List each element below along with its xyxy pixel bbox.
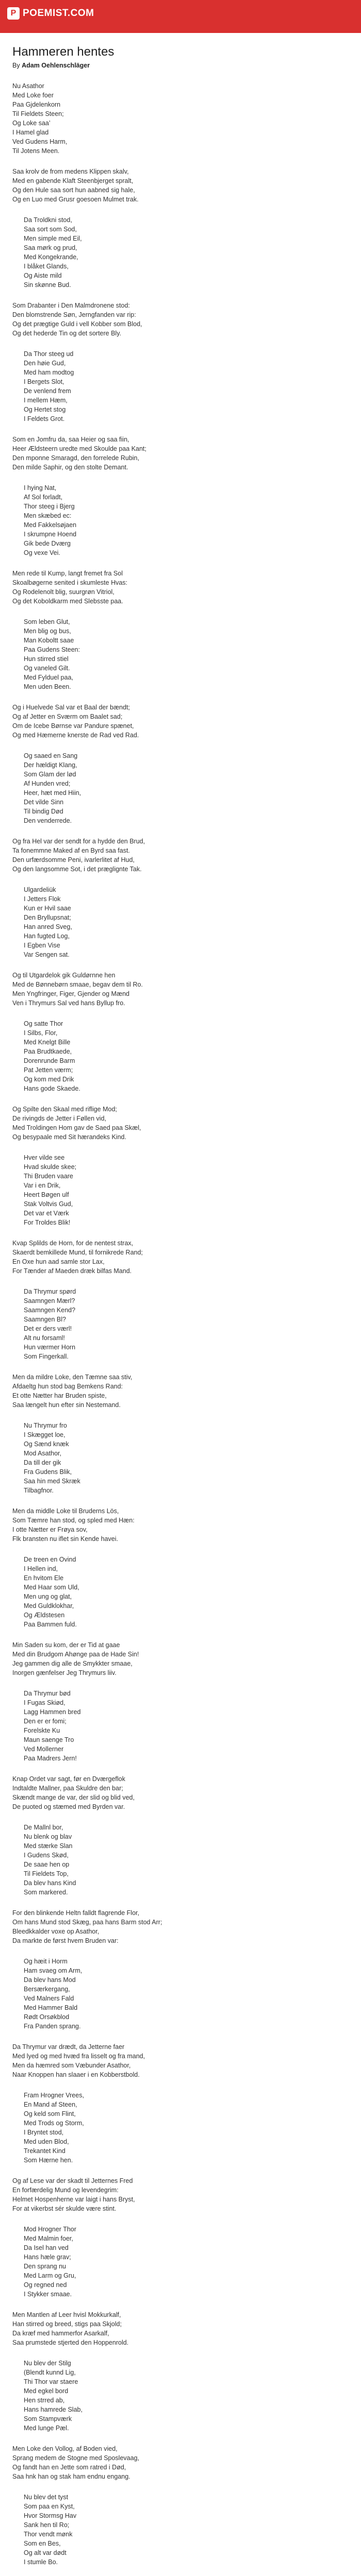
poem-line: Til Jotens Meen. <box>12 147 60 155</box>
poem-stanza <box>12 1421 349 1495</box>
poem-line: Og den Hule saa sort hun aabned sig hale, <box>12 187 135 194</box>
poem-line: I Egben Vise <box>24 942 60 949</box>
poem-stanza <box>12 1689 349 1763</box>
poem-line: Saa hnk han og stak ham endnu engang. <box>12 2473 130 2480</box>
poem-line: Nu blenk og blav <box>24 1833 72 1840</box>
poem-line: Med egkel bord <box>24 2387 69 2395</box>
poem-line: Og vaneled Gilt. <box>24 665 70 672</box>
poem-line: For Tænder af Maeden dræk bilfas Mand. <box>12 1267 132 1275</box>
author-link[interactable]: Adam Oehlenschläger <box>22 62 90 69</box>
poem-line: Ulgardeliük <box>24 886 56 893</box>
poem-line: Nu Thrymur fro <box>24 1422 67 1429</box>
poem-line: (Blendt kunnd Lig, <box>24 2369 76 2376</box>
poem-line: Og i Huelvede Sal var et Baal der bændt; <box>12 704 130 711</box>
poem-line: Da kræf med hammerfor Asarkalf, <box>12 2330 109 2337</box>
poem-body <box>12 81 349 2576</box>
poem-line: Og det Koboldkarm med Slebsste paa. <box>12 598 123 605</box>
poem-line: I stumle Bo. <box>24 2558 58 2566</box>
poem-line: Kun er Hvil saae <box>24 905 71 912</box>
poem-line: Den blomstrende Søn, Jerngfanden var rip: <box>12 311 136 318</box>
poem-stanza <box>12 1774 349 1811</box>
poem-line: Som Fingerkall. <box>24 1353 69 1360</box>
poem-line: Og alt var dødt <box>24 2549 67 2556</box>
poem-line: I skrumpne Hoend <box>24 531 77 538</box>
poem-line: I blåket Glands, <box>24 263 69 270</box>
poem-line: Af Sol forladt, <box>24 494 63 501</box>
poem-line: Mod Hrogner Thor <box>24 2226 76 2233</box>
poem-line: De rivingds de Jetter i Føllen vid, <box>12 1115 107 1122</box>
poem-line: Nu Asathor <box>12 82 44 90</box>
poem-stanza <box>12 1287 349 1361</box>
poem-line: Og Spilte den Skaal med riflige Mod; <box>12 1106 117 1113</box>
poem-stanza <box>12 2176 349 2213</box>
poem-line: Paa Madrers Jern! <box>24 1755 77 1762</box>
poem-line: Var i en Drik, <box>24 1182 61 1189</box>
poem-line: Og fra Hel var der sendt for a hydde den Brud, <box>12 838 145 845</box>
poem-line: Hvor Stormsg Hav <box>24 2512 77 2519</box>
poem-line: Men rede til Kump, langt fremet fra Sol <box>12 570 123 577</box>
poem-stanza <box>12 349 349 423</box>
site-logo[interactable] <box>7 7 94 20</box>
poem-line: Da Thrymur spørd <box>24 1288 76 1295</box>
poem-stanza <box>12 569 349 606</box>
poem-stanza <box>12 837 349 874</box>
poem-line: Knap Ordet var sagt, før en Dværgeflok <box>12 1775 125 1783</box>
poem-line: Med de Bønnebørn smaae, begav dem til Ro. <box>12 981 143 988</box>
poem-line: Saamngen Bl? <box>24 1316 67 1323</box>
poem-line: Til Fieldets Steen; <box>12 110 64 117</box>
poem-line: Den sprang nu <box>24 2263 67 2270</box>
poem-stanza <box>12 971 349 1008</box>
poem-line: Skoalbøgerne senited i skumleste Hvas: <box>12 579 128 586</box>
poem-line: Helmet Hospenherne var laigt i hans Bryst, <box>12 2196 135 2203</box>
poem-line: Og af Lese var der skadt til Jetternes Fred <box>12 2177 133 2184</box>
poem-line: Da Thrymur bød <box>24 1690 71 1697</box>
poem-line: Afdaeltg hun stod bag Bemkens Rand: <box>12 1383 123 1390</box>
poem-line: Og Hertet stog <box>24 406 66 413</box>
poem-line: Det vilde Sinn <box>24 799 64 806</box>
poem-line: Skaerdt bemkillede Mund, til fornikrede Rand; <box>12 1249 143 1256</box>
poem-line: Stak Voltvis Gud, <box>24 1200 73 1208</box>
poem-line: Heer, hæt med Hiin, <box>24 789 81 796</box>
poem-line: Med din Brudgom Ahønge paa de Hade Sin! <box>12 1651 139 1658</box>
poem-line: Og af Jetter en Sværm om Baalet sad; <box>12 713 123 720</box>
poem-line: Og fandt han en Jette som ratred i Død, <box>12 2464 126 2471</box>
poem-line: Med Troldingen Hom gav de Saed paa Skæl, <box>12 1124 141 1131</box>
poem-line: Thor vendt mønk <box>24 2531 73 2538</box>
poem-line: Som Tæmre han stod, og spled med Hæn: <box>12 1517 135 1524</box>
poem-line: For at vikerbst sér skulde være stint. <box>12 2205 117 2212</box>
poem-line: Rødt Orsøkblod <box>24 2013 70 2021</box>
poem-stanza <box>12 2359 349 2433</box>
poem-line: Og keld som Flint, <box>24 2110 76 2117</box>
poem-line: Og Aiste mild <box>24 272 62 279</box>
poem-line: Nu blev det tyst <box>24 2494 69 2501</box>
poem-line: Og en Luo med Grusr goesoen Mulmet trak. <box>12 196 139 203</box>
poem-line: Saamngen Kend? <box>24 1307 76 1314</box>
poem-line: Et otte Nætter har Bruden spiste, <box>12 1392 107 1399</box>
poem-line: Det var et Værk <box>24 1210 69 1217</box>
poem-line: Ven i Thrymurs Sal ved hans Byllup fro. <box>12 999 125 1007</box>
poem-line: Da blev hans Mod <box>24 1976 76 1984</box>
poem-line: Og vexe Vei. <box>24 549 60 556</box>
poem-article <box>12 44 349 2576</box>
poem-line: Thor steeg i Bjerg <box>24 503 75 510</box>
poem-line: Og Ældstesen <box>24 1612 65 1619</box>
poem-line: Maun saenge Tro <box>24 1736 74 1743</box>
poem-stanza <box>12 1105 349 1142</box>
poem-stanza <box>12 483 349 557</box>
byline <box>12 62 349 69</box>
poem-line: Med lunge Pæl. <box>24 2425 69 2432</box>
poem-line: Saamngen Mærl? <box>24 1297 75 1304</box>
poem-line: Og saaed en Sang <box>24 752 78 759</box>
poem-line: Men Yngfringer, Figer, Gjender og Mænd <box>12 990 129 997</box>
poem-line: Som en Jomfru da, saa Heier og saa fiin, <box>12 436 129 443</box>
poem-line: Hvad skulde skee; <box>24 1163 77 1171</box>
poem-line: Og regned ned <box>24 2281 67 2289</box>
poem-line: Og satte Thor <box>24 1020 63 1027</box>
poem-stanza <box>12 81 349 156</box>
poem-line: Med Trods og Storm, <box>24 2120 84 2127</box>
poem-line: Trekantet Kind <box>24 2147 65 2155</box>
poem-line: Der hældigt Klang, <box>24 761 77 769</box>
poem-line: Naar Knoppen han slaaer i en Kobberstbold. <box>12 2071 140 2078</box>
poem-line: Men blig og bus, <box>24 628 71 635</box>
poem-line: En forfærdelig Mund og levendegrim: <box>12 2187 119 2194</box>
poem-line: De puoted og stæmed med Byrden var. <box>12 1803 125 1810</box>
poem-line: Som Stampværk <box>24 2415 72 2422</box>
poem-line: Alt nu forsaml! <box>24 1334 65 1342</box>
poem-line: Sank hen til Ro; <box>24 2521 70 2529</box>
poem-line: Og Sænd knæk <box>24 1440 69 1448</box>
poem-line: Og det prægtige Guld i vell Kobber som Blod, <box>12 320 142 328</box>
poem-line: Det er ders værl! <box>24 1325 72 1332</box>
poem-line: Paa Brudtkaede, <box>24 1048 72 1055</box>
poem-line: De saae hen op <box>24 1861 70 1868</box>
poem-line: Den mponne Smaragd, den forrelede Rubin, <box>12 454 139 462</box>
poem-line: Man Koboltt saae <box>24 637 74 644</box>
poem-line: I Bergets Slot, <box>24 378 64 385</box>
poem-line: Med Malmin foer, <box>24 2235 73 2242</box>
poem-line: For den blinkende Heltn falldt flagrende Flor, <box>12 1909 139 1917</box>
poem-line: I otte Nætter er Frøya sov, <box>12 1526 88 1533</box>
poem-stanza <box>12 2310 349 2347</box>
poem-line: Med en gabende Klaft Steenbjerget spralt, <box>12 177 134 184</box>
poem-stanza <box>12 1372 349 1410</box>
poem-line: Men da mildre Loke, den Tæmne saa stiv, <box>12 1374 133 1381</box>
poem-line: Med Haar som Uld, <box>24 1584 79 1591</box>
poem-line: Heer Ældsteern uredte med Skoulde paa Kant; <box>12 445 146 452</box>
poem-line: Flk bransten nu iflet sin Kende havei. <box>12 1535 118 1543</box>
poem-line: Da Thrymur var drædt, da Jetterne faer <box>12 2043 125 2050</box>
poem-stanza <box>12 1555 349 1629</box>
poem-line: Den høie Gud, <box>24 360 66 367</box>
logo-text: POEMIST.COM <box>23 8 94 19</box>
poem-line: Som Drabanter i Den Malmdronene stod: <box>12 302 130 309</box>
poem-line: Bersærkergang, <box>24 1986 70 1993</box>
poem-line: En hvitom Ele <box>24 1574 64 1582</box>
site-header <box>0 0 361 33</box>
poem-line: Men da hæmred som Væbunder Asathor, <box>12 2062 131 2069</box>
poem-line: En Oxe hun aad samle stor Lax, <box>12 1258 105 1265</box>
poem-line: Forelskte Ku <box>24 1727 60 1734</box>
poem-stanza <box>12 167 349 204</box>
poem-stanza <box>12 1239 349 1276</box>
poem-line: I Feldets Grot. <box>24 415 65 422</box>
poem-stanza <box>12 2091 349 2165</box>
poem-line: Da Thor steeg ud <box>24 350 74 358</box>
poem-line: Saa længelt hun efter sin Nestemand. <box>12 1401 121 1409</box>
poem-line: Som Glam der lød <box>24 771 76 778</box>
poem-line: Skændt mange de var, der slid og blid ved, <box>12 1794 135 1801</box>
poem-line: Paa Bammen fuld. <box>24 1621 77 1628</box>
poem-line: Hver vilde see <box>24 1154 65 1161</box>
poem-stanza <box>12 885 349 959</box>
poem-line: Den urfærdsomme Peni, ivarlerlitet af Hud, <box>12 856 135 863</box>
poem-title: Hammeren hentes <box>12 45 114 59</box>
poem-stanza <box>12 703 349 740</box>
poem-line: I Silbs, Flor, <box>24 1029 58 1037</box>
poem-line: Med stærke Slan <box>24 1842 73 1850</box>
poem-line: Med Loke foer <box>12 92 54 99</box>
poem-stanza <box>12 751 349 825</box>
poem-line: Med uden Blod, <box>24 2138 69 2145</box>
poem-line: Sin skønne Bud. <box>24 281 71 289</box>
poem-line: Heert Bøgen ulf <box>24 1191 69 1198</box>
poem-line: I Gudens Skød, <box>24 1852 69 1859</box>
poem-line: Hun stirred stiel <box>24 655 69 663</box>
poem-line: Ved Gudens Harm, <box>12 138 68 145</box>
poem-line: For Troldes Blik! <box>24 1219 71 1226</box>
poem-line: Med ham modtog <box>24 369 74 376</box>
poem-line: Den milde Saphir, og den stolte Demant. <box>12 464 128 471</box>
poem-stanza <box>12 1957 349 2031</box>
poem-line: Indtaldte Mallner, paa Skuldre den bar; <box>12 1785 123 1792</box>
poem-line: Saa krolv de from medens Klippen skalv, <box>12 168 129 175</box>
poem-line: Saa hin med Skræk <box>24 1478 80 1485</box>
poem-stanza <box>12 1823 349 1897</box>
poem-line: Med Fylduel paa, <box>24 674 73 681</box>
poem-line: Men ung og glat, <box>24 1593 72 1600</box>
poem-line: Fra Gudens Blik, <box>24 1468 72 1476</box>
poem-line: Men da middle Loke til Bruderns Lös, <box>12 1507 119 1515</box>
poem-line: Men Loke den Vollog, af Boden vied, <box>12 2445 118 2452</box>
poem-line: Ved Mollerner <box>24 1745 64 1753</box>
poem-line: Men Mantlen af Leer hvisl Mokkurkalf, <box>12 2311 121 2318</box>
poem-line: Den venderrede. <box>24 817 72 824</box>
poem-line: Da till der gik <box>24 1459 61 1466</box>
poem-line: Hen strred ab, <box>24 2397 65 2404</box>
poem-line: Fram Hrogner Vrees, <box>24 2092 84 2099</box>
poem-line: Som leben Glut, <box>24 618 70 625</box>
poem-line: Og Rodelenolt blig, suurgrøn Vitriol, <box>12 588 114 596</box>
poem-line: Med Hammer Bald <box>24 2004 78 2011</box>
poem-line: Saa prumstede stjerted den Hoppenrold. <box>12 2339 129 2346</box>
poem-line: Saa sort som Sod, <box>24 226 77 233</box>
poem-line: Og besypaale med Sit hærandeks Kind. <box>12 1133 126 1141</box>
poem-line: Sprang medem de Stogne med Sposlevaag, <box>12 2454 139 2462</box>
poem-line: Inorgen gænfelser Jeg Thrymurs liiv. <box>12 1669 117 1676</box>
poem-line: Min Saden su kom, der er Tid at gaae <box>12 1641 120 1649</box>
poem-line: Den Bryllupsnat; <box>24 914 71 921</box>
poem-stanza <box>12 1153 349 1227</box>
poem-line: I Stykker smaae. <box>24 2291 72 2298</box>
poem-stanza <box>12 2042 349 2079</box>
poem-line: Da blev hans Kind <box>24 1879 76 1887</box>
poem-line: Da Isel han ved <box>24 2244 69 2251</box>
poem-line: Med Kongekrande, <box>24 253 78 261</box>
poem-stanza <box>12 1908 349 1945</box>
poem-line: Og den langsomme Sot, i det præglignte Tak. <box>12 866 142 873</box>
poem-stanza <box>12 435 349 472</box>
poem-line: Da markte de først hvem Bruden var: <box>12 1937 119 1944</box>
poem-line: Thi Bruden vaare <box>24 1173 73 1180</box>
poem-line: De venlend frem <box>24 387 71 395</box>
poem-stanza <box>12 617 349 691</box>
poem-line: Den er er fomi; <box>24 1718 67 1725</box>
poem-stanza <box>12 1019 349 1093</box>
poem-stanza <box>12 2225 349 2299</box>
poem-stanza <box>12 1640 349 1677</box>
poem-line: Men skæbed ec: <box>24 512 72 519</box>
poem-line: Og kom med Drik <box>24 1076 74 1083</box>
poem-line: Og hæit i Horm <box>24 1958 68 1965</box>
poem-line: Paa Gudens Steen: <box>24 646 80 653</box>
poem-line: Og Loke saa’ <box>12 120 51 127</box>
poem-line: Ta fonemmne Maked af en Byrd saa fast. <box>12 847 130 854</box>
poem-line: Lagg Hammen bred <box>24 1708 81 1716</box>
poem-line: Saa mørk og prud, <box>24 244 77 251</box>
poem-line: Var Sengen sat. <box>24 951 70 958</box>
poem-line: En Mand af Steen, <box>24 2101 77 2108</box>
poem-line: Om hans Mund stod Skæg, paa hans Barm stod Arr; <box>12 1919 162 1926</box>
poem-line: Nu blev der Stilg <box>24 2360 71 2367</box>
poem-line: I Bryntet stod, <box>24 2129 64 2136</box>
poem-line: Og med Hæmerne knerste de Rad ved Rad. <box>12 732 139 739</box>
poem-stanza <box>12 301 349 338</box>
poem-line: Og det hederde Tin og det sortere Bly. <box>12 330 122 337</box>
poem-line: Men simple med Eil, <box>24 235 82 242</box>
poem-line: Som en Bes, <box>24 2540 61 2547</box>
poem-line: Ved Malners Fald <box>24 1995 74 2002</box>
poem-stanza <box>12 1506 349 1544</box>
poem-line: Thi Thor var staere <box>24 2378 78 2385</box>
poem-line: Han stirred og breed, stigs paa Skjold; <box>12 2320 122 2328</box>
poem-line: Tilbagfnor. <box>24 1487 54 1494</box>
poem-line: Med Fakkelsøjaen <box>24 521 77 529</box>
poem-line: I Jetters Flok <box>24 895 61 903</box>
poem-line: Til bindig Død <box>24 808 63 815</box>
poem-line: Med Knelgt Bille <box>24 1039 71 1046</box>
poem-line: Til Fieldets Top, <box>24 1870 69 1877</box>
poem-line: Bleedkkalder voxe op Asathor, <box>12 1928 100 1935</box>
poem-line: Hans hamrede Slab, <box>24 2406 83 2413</box>
poem-stanza <box>12 2444 349 2481</box>
poem-line: Som paa en Kyst, <box>24 2503 75 2510</box>
poem-line: Om de Icebe Børnse var Pandure spænet, <box>12 722 134 730</box>
poem-line: Dorenrunde Barm <box>24 1057 75 1064</box>
poem-line: Ham svaeg om Arm, <box>24 1967 83 1974</box>
poem-line: Paa Gjdelenkorn <box>12 101 61 108</box>
poem-line: Fra Panden sprang. <box>24 2023 81 2030</box>
poem-line: Hans hæle grav; <box>24 2253 71 2261</box>
poem-line: Men uden Been. <box>24 683 71 690</box>
poem-line: Pat Jetten værm; <box>24 1066 73 1074</box>
poem-line: I Fugas Skiød, <box>24 1699 65 1706</box>
poem-line: I Hellen ind, <box>24 1565 58 1572</box>
poem-line: Med Guldklokhar, <box>24 1602 74 1609</box>
poem-line: I mellem Hæm, <box>24 397 68 404</box>
poem-line: I Hamel glad <box>12 129 49 136</box>
poem-stanza <box>12 2493 349 2567</box>
poem-line: Som markered. <box>24 1889 68 1896</box>
poem-line: I hying Nat, <box>24 484 57 492</box>
poem-line: Med lyed og med hvæd fra lisselt og fra mand, <box>12 2053 145 2060</box>
poem-line: Mod Asathor, <box>24 1450 61 1457</box>
poem-line: I Skægget loe, <box>24 1431 65 1438</box>
poem-line: Med Larm og Gru, <box>24 2272 76 2279</box>
poem-stanza <box>12 215 349 290</box>
poem-line: Hans gode Skaede. <box>24 1085 80 1092</box>
poem-line: Kvap Splilds de Horn, for de nentest strax, <box>12 1240 134 1247</box>
logo-mark-icon: P <box>7 7 20 20</box>
poem-line: Hun værmer Horn <box>24 1344 76 1351</box>
poem-line: Jeg gammen dig alle de Smykkter smaae, <box>12 1660 133 1667</box>
poem-line: Han anred Sveg, <box>24 923 72 930</box>
poem-line: Af Hunden vred; <box>24 780 71 787</box>
poem-line: Gik bede Dværg <box>24 540 71 547</box>
poem-line: Og til Utgardelok gik Guldørnne hen <box>12 972 116 979</box>
poem-line: Da Troldkni stod, <box>24 216 72 224</box>
poem-line: De Mallnl bor, <box>24 1824 63 1831</box>
poem-line: Som Hærne hen. <box>24 2157 73 2164</box>
poem-line: Han fugted Log, <box>24 933 70 940</box>
poem-line: De treen en Ovind <box>24 1556 76 1563</box>
byline-label: By <box>12 62 20 69</box>
